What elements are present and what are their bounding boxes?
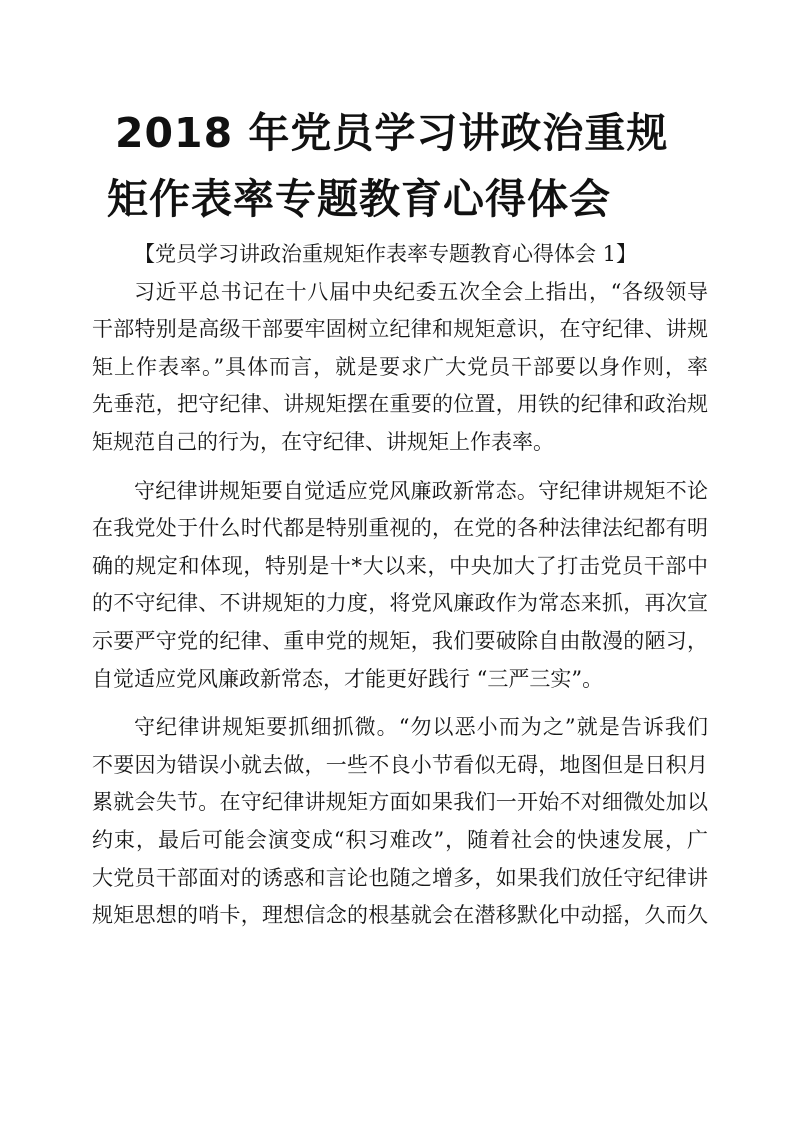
- paragraph-line: 干部特别是高级干部要牢固树立纪律和规矩意识，在守纪律、讲规: [92, 317, 708, 342]
- paragraph-line: 的不守纪律、不讲规矩的力度，将党风廉政作为常态来抓，再次宣: [92, 591, 708, 616]
- paragraph-line: 不要因为错误小就去做，一些不良小节看似无碍，地图但是日积月: [92, 752, 708, 777]
- paragraph-line: 累就会失节。在守纪律讲规矩方面如果我们一开始不对细微处加以: [92, 790, 708, 815]
- paragraph-line: 约束，最后可能会演变成“积习难改”，随着社会的快速发展，广: [92, 827, 708, 852]
- paragraph-line: 先垂范，把守纪律、讲规矩摆在重要的位置，用铁的纪律和政治规: [92, 392, 708, 417]
- paragraph-spacer: [92, 698, 708, 709]
- document-title: [90, 100, 740, 232]
- paragraph-line: 习近平总书记在十八届中央纪委五次全会上指出，“各级领导: [134, 279, 708, 304]
- paragraph-line: 确的规定和体现，特别是十*大以来，中央加大了打击党员干部中: [92, 553, 708, 578]
- paragraph-2: [92, 473, 708, 699]
- paragraph-line: 大党员干部面对的诱惑和言论也随之增多，如果我们放任守纪律讲: [92, 865, 708, 890]
- paragraph-line: 规矩思想的哨卡，理想信念的根基就会在潜移默化中动摇，久而久: [92, 903, 708, 928]
- paragraph-line: 守纪律讲规矩要自觉适应党风廉政新常态。守纪律讲规矩不论: [134, 478, 708, 503]
- paragraph-1: [92, 274, 708, 462]
- paragraph-spacer: [92, 462, 708, 473]
- paragraph-line: 矩规范自己的行为，在守纪律、讲规矩上作表率。: [92, 429, 554, 454]
- paragraph-line: 矩上作表率。”具体而言，就是要求广大党员干部要以身作则，率: [92, 354, 708, 379]
- paragraph-3: [92, 709, 708, 935]
- title-line-2: 矩作表率专题教育心得体会: [107, 175, 611, 223]
- section-subheading: 【党员学习讲政治重规矩作表率专题教育心得体会 1】: [134, 242, 638, 266]
- title-line-1: 2018 年党员学习讲政治重规: [115, 109, 669, 157]
- paragraph-line: 在我党处于什么时代都是特别重视的，在党的各种法律法纪都有明: [92, 516, 708, 541]
- paragraph-line: 自觉适应党风廉政新常态，才能更好践行 “三严三实”。: [92, 666, 604, 691]
- document-body: [92, 236, 708, 935]
- paragraph-line: 守纪律讲规矩要抓细抓微。“勿以恶小而为之”就是告诉我们: [134, 715, 708, 740]
- paragraph-line: 示要严守党的纪律、重申党的规矩，我们要破除自由散漫的陋习，: [92, 628, 708, 653]
